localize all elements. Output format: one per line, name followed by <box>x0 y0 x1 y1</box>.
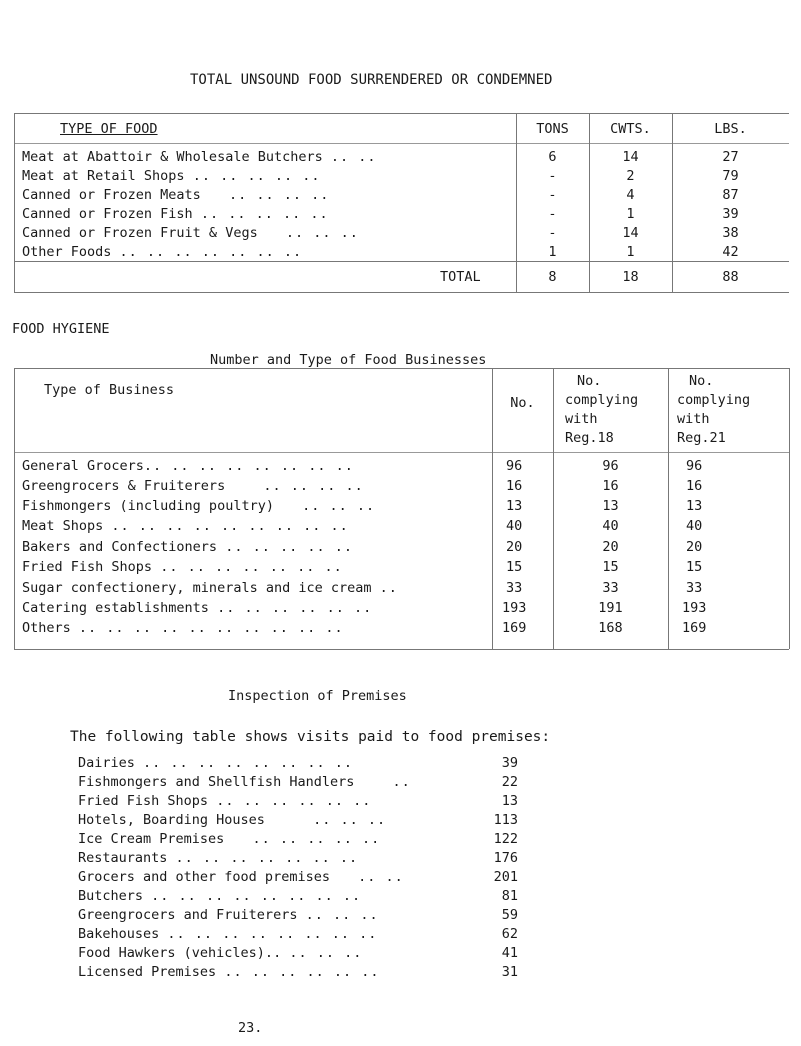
no-cell: 20 <box>506 539 523 555</box>
tons-cell: 6 <box>548 149 557 165</box>
visit-count: 113 <box>493 812 518 828</box>
table-row: Fishmongers (including poultry) .. .. .. <box>22 498 376 514</box>
no-cell: 40 <box>506 518 523 534</box>
reg18-cell: 40 <box>602 518 619 534</box>
visit-count: 41 <box>501 945 518 961</box>
reg18-cell: 15 <box>602 559 619 575</box>
section2-title: FOOD HYGIENE <box>12 321 110 337</box>
reg21-cell: 193 <box>682 600 707 616</box>
visit-count: 62 <box>501 926 518 942</box>
visit-count: 59 <box>501 907 518 923</box>
no-cell: 169 <box>502 620 527 636</box>
table2-left-border <box>14 368 15 649</box>
reg21-cell: 33 <box>686 580 703 596</box>
no-cell: 15 <box>506 559 523 575</box>
list-item: Licensed Premises .. .. .. .. .. .. <box>78 964 380 980</box>
no-cell: 13 <box>506 498 523 514</box>
lbs-cell: 27 <box>722 149 739 165</box>
table2-header-no: No. <box>510 395 535 411</box>
table-row: Greengrocers & Fruiterers .. .. .. .. <box>22 478 364 494</box>
list-item: Hotels, Boarding Houses .. .. .. <box>78 812 387 828</box>
reg21-cell: 169 <box>682 620 707 636</box>
lbs-cell: 87 <box>722 187 739 203</box>
reg21-cell: 96 <box>686 458 703 474</box>
table-row: Bakers and Confectioners .. .. .. .. .. <box>22 539 354 555</box>
visit-count: 122 <box>493 831 518 847</box>
visit-count: 81 <box>501 888 518 904</box>
table1-header-cwts: CWTS. <box>610 121 651 137</box>
section3-intro: The following table shows visits paid to food premises: <box>70 729 551 745</box>
table1-header-lbs: LBS. <box>714 121 747 137</box>
cwts-cell: 14 <box>622 149 639 165</box>
table-row: Fried Fish Shops .. .. .. .. .. .. .. <box>22 559 343 575</box>
table2-header-reg21: No. complying with Reg.21 <box>677 373 751 446</box>
tons-cell: - <box>548 225 557 241</box>
table1-bottom-rule <box>14 292 789 293</box>
list-item: Greengrocers and Fruiterers .. .. .. <box>78 907 379 923</box>
reg21-cell: 16 <box>686 478 703 494</box>
table1-left-border <box>14 113 15 292</box>
visit-count: 13 <box>501 793 518 809</box>
table-row: General Grocers.. .. .. .. .. .. .. .. <box>22 458 354 474</box>
visit-count: 31 <box>501 964 518 980</box>
list-item: Fried Fish Shops .. .. .. .. .. .. <box>78 793 372 809</box>
tons-cell: - <box>548 168 557 184</box>
no-cell: 96 <box>506 458 523 474</box>
table1-header-tons: TONS <box>536 121 569 137</box>
total-cwts: 18 <box>622 269 639 285</box>
reg21-cell: 15 <box>686 559 703 575</box>
no-cell: 16 <box>506 478 523 494</box>
list-item: Fishmongers and Shellfish Handlers .. <box>78 774 411 790</box>
no-cell: 33 <box>506 580 523 596</box>
section1-title: TOTAL UNSOUND FOOD SURRENDERED OR CONDEMNED <box>190 72 553 88</box>
tons-cell: 1 <box>548 244 557 260</box>
cwts-cell: 1 <box>626 206 635 222</box>
reg18-cell: 191 <box>598 600 623 616</box>
reg18-cell: 13 <box>602 498 619 514</box>
list-item: Grocers and other food premises .. .. <box>78 869 404 885</box>
lbs-cell: 39 <box>722 206 739 222</box>
total-lbs: 88 <box>722 269 739 285</box>
table2-top-rule <box>14 368 789 369</box>
table1-header-type: TYPE OF FOOD <box>60 121 158 137</box>
reg18-cell: 96 <box>602 458 619 474</box>
page-number: 23. <box>238 1020 263 1036</box>
reg18-cell: 16 <box>602 478 619 494</box>
reg21-cell: 20 <box>686 539 703 555</box>
tons-cell: - <box>548 206 557 222</box>
no-cell: 193 <box>502 600 527 616</box>
table-row: Canned or Frozen Fruit & Vegs .. .. .. <box>22 225 359 241</box>
table-row: Meat Shops .. .. .. .. .. .. .. .. .. <box>22 518 349 534</box>
table-row: Sugar confectionery, minerals and ice cream .. <box>22 580 398 596</box>
lbs-cell: 38 <box>722 225 739 241</box>
lbs-cell: 42 <box>722 244 739 260</box>
table2-header-type: Type of Business <box>44 382 175 398</box>
table-row: Catering establishments .. .. .. .. .. .. <box>22 600 373 616</box>
reg18-cell: 33 <box>602 580 619 596</box>
cwts-cell: 14 <box>622 225 639 241</box>
reg18-cell: 20 <box>602 539 619 555</box>
list-item: Food Hawkers (vehicles).. .. .. .. <box>78 945 363 961</box>
table2-bottom-rule <box>14 649 789 650</box>
table2-right-border <box>789 368 790 649</box>
table2-header-reg18: No. complying with Reg.18 <box>565 373 639 446</box>
reg21-cell: 13 <box>686 498 703 514</box>
list-item: Butchers .. .. .. .. .. .. .. .. <box>78 888 362 904</box>
cwts-cell: 4 <box>626 187 635 203</box>
table2-col-divider-reg21 <box>668 368 669 649</box>
total-label: TOTAL <box>440 269 481 285</box>
table2-header-rule <box>14 452 789 453</box>
list-item: Bakehouses .. .. .. .. .. .. .. .. <box>78 926 378 942</box>
reg21-cell: 40 <box>686 518 703 534</box>
table-row: Other Foods .. .. .. .. .. .. .. <box>22 244 303 260</box>
tons-cell: - <box>548 187 557 203</box>
table-row: Meat at Abattoir & Wholesale Butchers .. .. <box>22 149 377 165</box>
visit-count: 39 <box>501 755 518 771</box>
section3-title: Inspection of Premises <box>228 688 407 704</box>
table-row: Others .. .. .. .. .. .. .. .. .. .. <box>22 620 344 636</box>
lbs-cell: 79 <box>722 168 739 184</box>
cwts-cell: 2 <box>626 168 635 184</box>
table-row: Meat at Retail Shops .. .. .. .. .. <box>22 168 321 184</box>
visit-count: 201 <box>493 869 518 885</box>
list-item: Ice Cream Premises .. .. .. .. .. <box>78 831 381 847</box>
section2-subtitle: Number and Type of Food Businesses <box>210 352 487 368</box>
list-item: Restaurants .. .. .. .. .. .. .. <box>78 850 359 866</box>
visit-count: 176 <box>493 850 518 866</box>
table-row: Canned or Frozen Fish .. .. .. .. .. <box>22 206 329 222</box>
visit-count: 22 <box>501 774 518 790</box>
list-item: Dairies .. .. .. .. .. .. .. .. <box>78 755 353 771</box>
cwts-cell: 1 <box>626 244 635 260</box>
total-tons: 8 <box>548 269 557 285</box>
table-row: Canned or Frozen Meats .. .. .. .. <box>22 187 330 203</box>
reg18-cell: 168 <box>598 620 623 636</box>
